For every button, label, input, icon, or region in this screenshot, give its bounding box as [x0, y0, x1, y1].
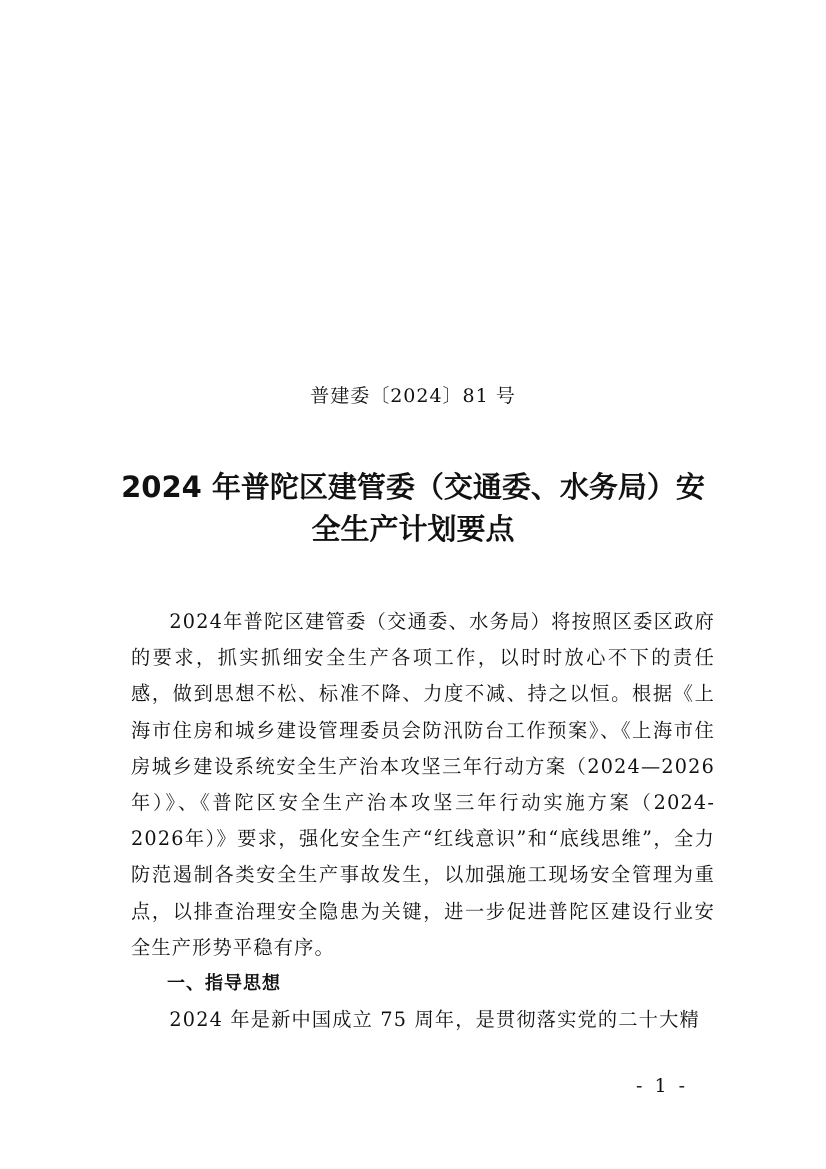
document-body — [131, 604, 715, 1038]
intro-paragraph: 2024年普陀区建管委（交通委、水务局）将按照区委区政府的要求，抓实抓细安全生产各项工作，以时时放心不下的责任感，做到思想不松、标准不降、力度不减、持之以恒。根据《上海市住房和城乡建设管理委员会防汛防台工作预案》、《上海市住房城乡建设系统安全生产治本攻坚三年行动方案（2024—2026年）》、《普陀区安全生产治本攻坚三年行动实施方案（2024-2026年）》要求，强化安全生产“红线意识”和“底线思维”，全力防范遏制各类安全生产事故发生，以加强施工现场安全管理为重点，以排查治理安全隐患为关键，进一步促进普陀区建设行业安全生产形势平稳有序。 — [131, 610, 715, 959]
section-heading-guiding-ideology: 一、指导思想 — [167, 973, 281, 995]
document-title-line-2: 全生产计划要点 — [311, 512, 515, 546]
document-title — [110, 466, 716, 550]
page-number: - 1 - — [635, 1075, 688, 1097]
document-title-line-1: 2024 年普陀区建管委（交通委、水务局）安 — [121, 470, 705, 504]
section-paragraph: 2024 年是新中国成立 75 周年，是贯彻落实党的二十大精 — [169, 1008, 700, 1032]
document-number: 普建委〔2024〕81 号 — [310, 385, 516, 407]
